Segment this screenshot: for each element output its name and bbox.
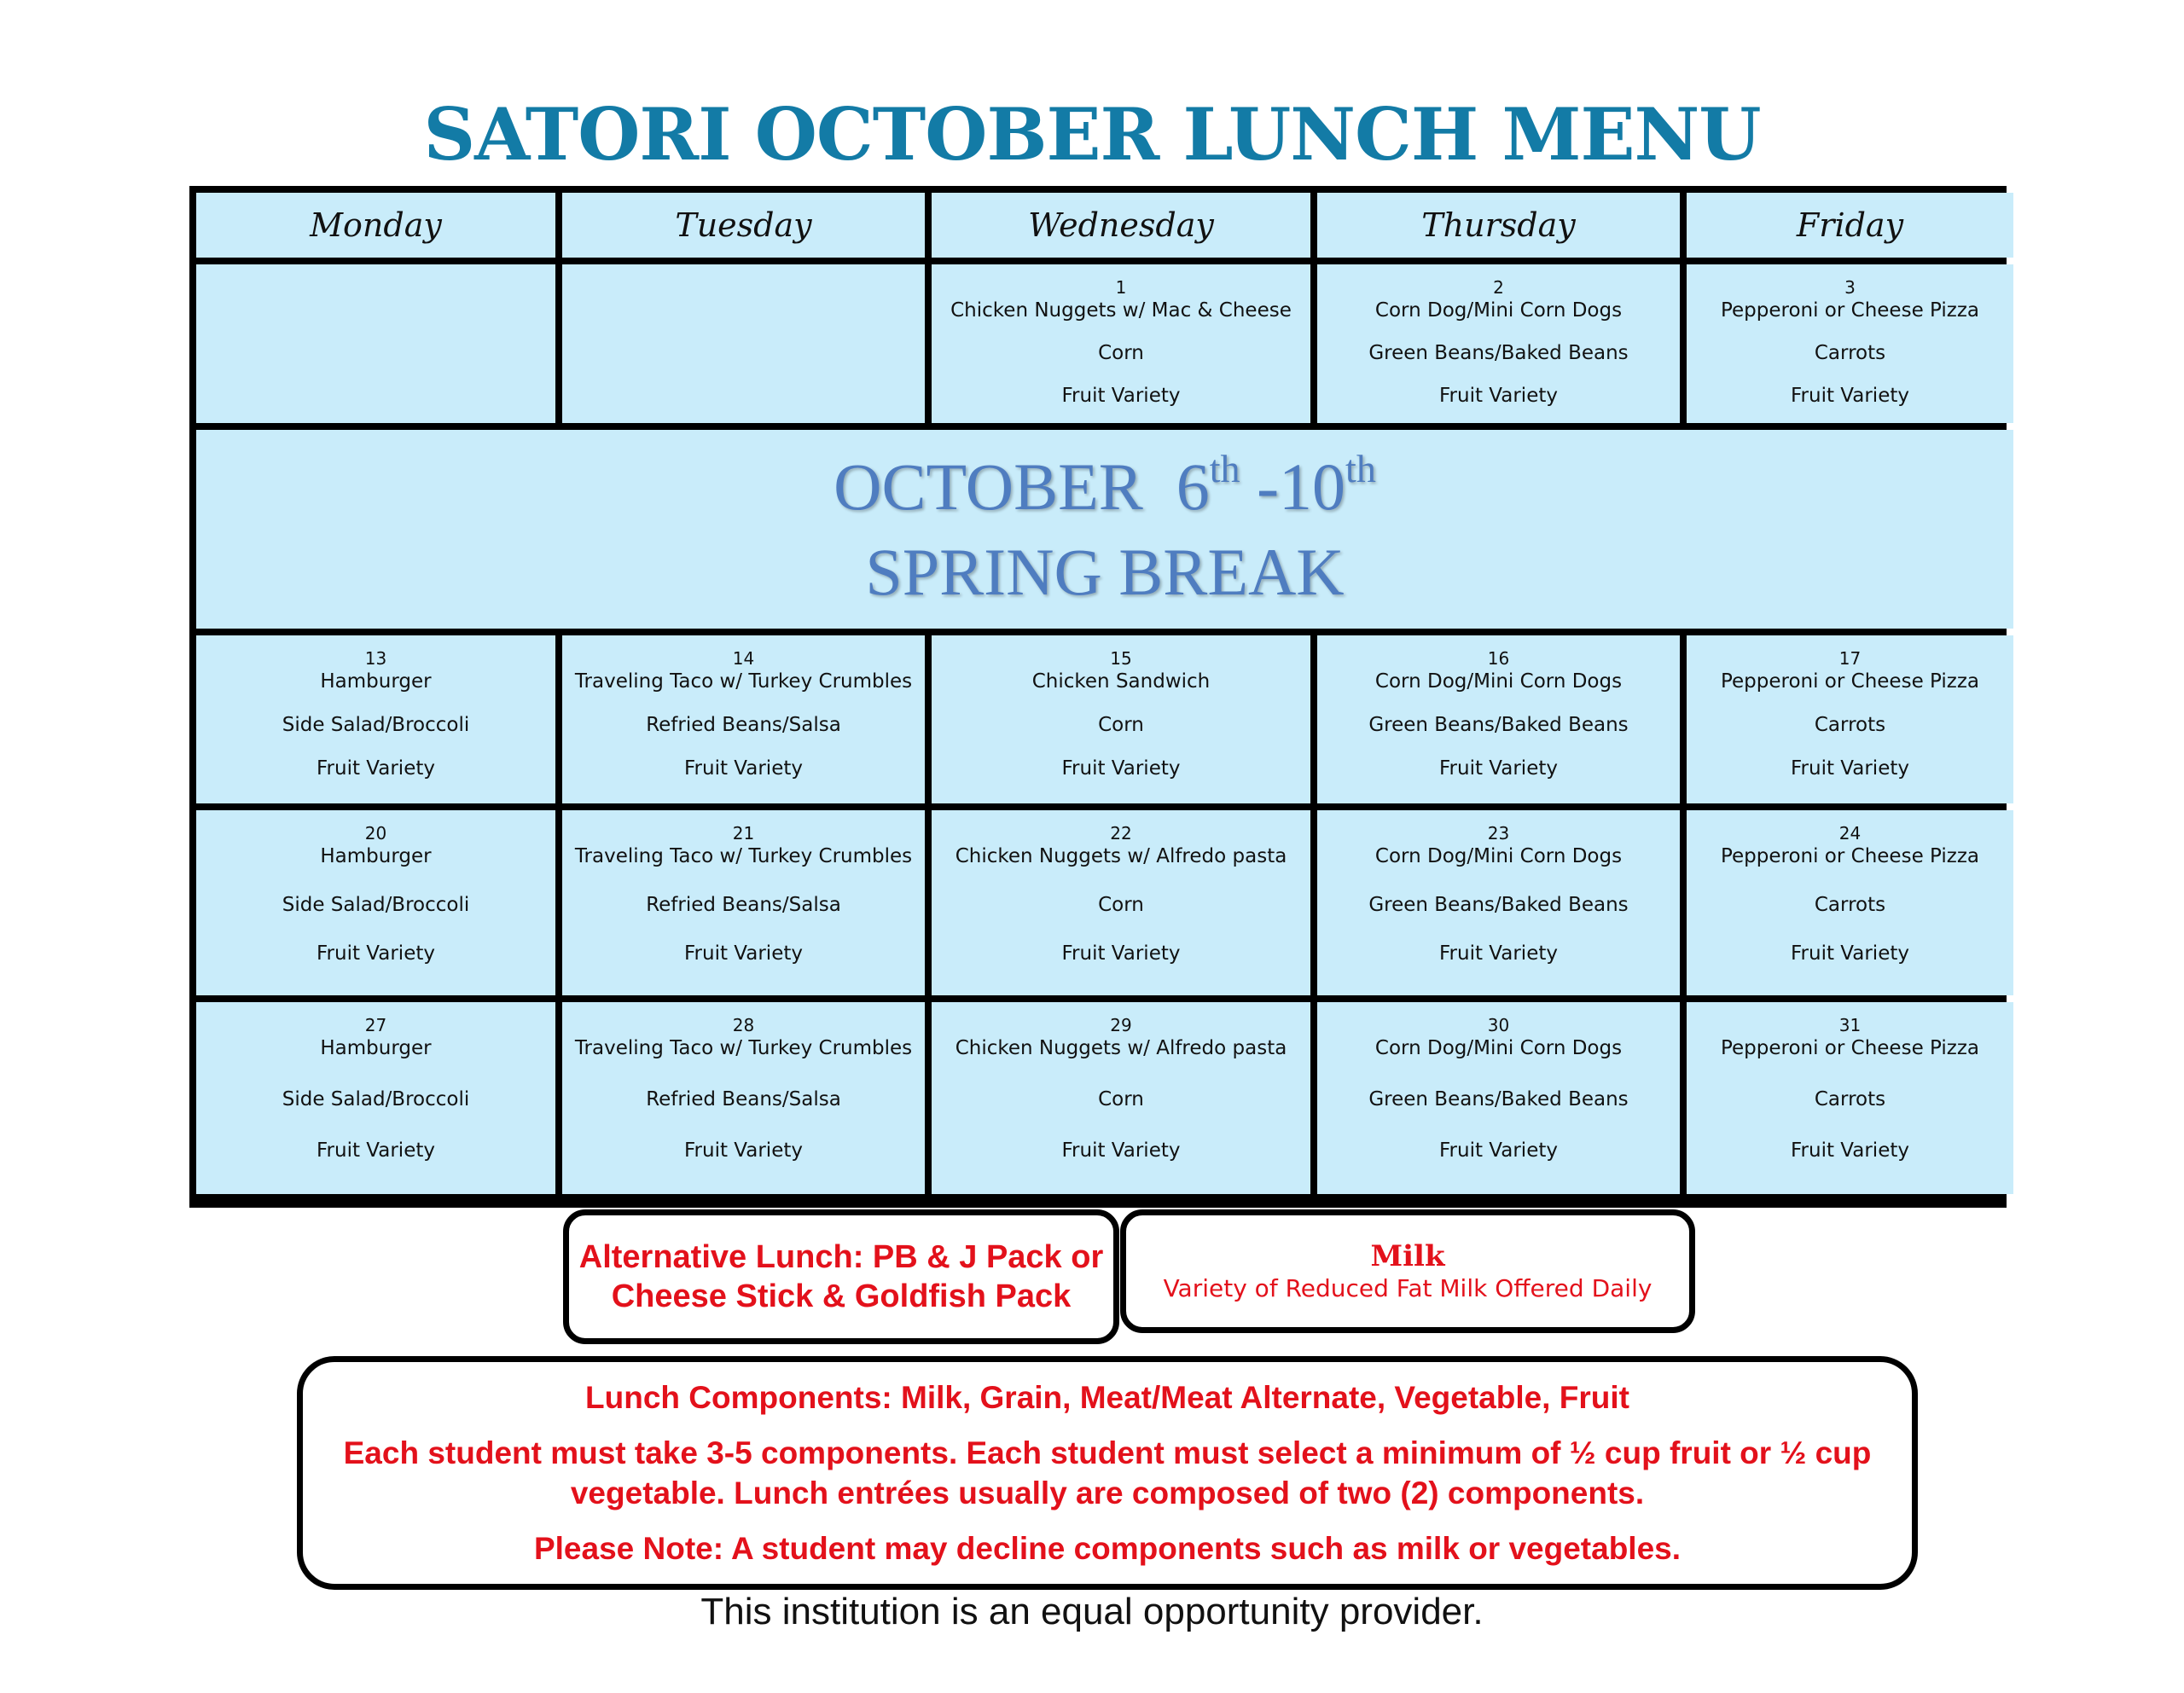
- side: Carrots: [1814, 342, 1886, 364]
- side: Green Beans/Baked Beans: [1368, 1088, 1629, 1110]
- milk-title: Milk: [1370, 1238, 1445, 1273]
- fruit: Fruit Variety: [1439, 1139, 1558, 1162]
- day-number: 24: [1838, 823, 1862, 844]
- day-cell: [196, 810, 555, 995]
- day-cell: [1317, 264, 1680, 423]
- entree: Pepperoni or Cheese Pizza: [1720, 1037, 1980, 1059]
- day-number: 28: [732, 1015, 755, 1035]
- side: Corn: [1098, 342, 1144, 364]
- entree: Pepperoni or Cheese Pizza: [1720, 299, 1980, 322]
- day-header-wednesday: Wednesday: [932, 193, 1310, 258]
- components-note: Please Note: A student may decline components such as milk or vegetables.: [533, 1531, 1682, 1566]
- day-number: 22: [1110, 823, 1132, 844]
- fruit: Fruit Variety: [684, 1139, 803, 1162]
- fruit: Fruit Variety: [1439, 757, 1558, 780]
- day-cell: [1687, 635, 2013, 803]
- day-header-friday: Friday: [1687, 193, 2013, 258]
- entree: Traveling Taco w/ Turkey Crumbles: [574, 845, 913, 867]
- milk-box: [1120, 1209, 1695, 1333]
- side: Carrots: [1814, 714, 1886, 736]
- side: Green Beans/Baked Beans: [1368, 714, 1629, 736]
- day-cell: [932, 1002, 1310, 1194]
- entree: Corn Dog/Mini Corn Dogs: [1374, 1037, 1623, 1059]
- lunch-components-box: [297, 1356, 1918, 1590]
- side: Refried Beans/Salsa: [646, 894, 841, 916]
- day-header-tuesday: Tuesday: [562, 193, 925, 258]
- day-cell: [1317, 635, 1680, 803]
- entree: Hamburger: [320, 670, 432, 693]
- day-cell: [196, 635, 555, 803]
- day-number: 14: [732, 648, 755, 669]
- equal-opportunity-statement: This institution is an equal opportunity provider.: [700, 1591, 1484, 1632]
- milk-description: Variety of Reduced Fat Milk Offered Daily: [1163, 1273, 1653, 1302]
- day-number: 31: [1838, 1015, 1862, 1035]
- break-label: SPRING BREAK: [865, 534, 1345, 609]
- day-cell: [562, 635, 925, 803]
- day-cell: [1317, 810, 1680, 995]
- entree: Hamburger: [320, 845, 432, 867]
- day-cell: [196, 1002, 555, 1194]
- day-cell: [1687, 1002, 2013, 1194]
- fruit: Fruit Variety: [1791, 385, 1909, 407]
- break-dates: OCTOBER 6th -10th: [834, 446, 1376, 524]
- fruit: Fruit Variety: [684, 942, 803, 965]
- side: Green Beans/Baked Beans: [1368, 342, 1629, 364]
- entree: Corn Dog/Mini Corn Dogs: [1374, 845, 1623, 867]
- day-cell: [1687, 810, 2013, 995]
- entree: Pepperoni or Cheese Pizza: [1720, 670, 1980, 693]
- fruit: Fruit Variety: [1791, 1139, 1909, 1162]
- spring-break-banner: [196, 430, 2013, 629]
- fruit: Fruit Variety: [1439, 385, 1558, 407]
- fruit: Fruit Variety: [1061, 1139, 1181, 1162]
- day-number: 1: [1115, 277, 1127, 298]
- day-number: 17: [1838, 648, 1862, 669]
- day-cell: [932, 810, 1310, 995]
- empty-day-cell: [562, 264, 925, 423]
- entree: Chicken Nuggets w/ Alfredo pasta: [955, 845, 1287, 867]
- side: Carrots: [1814, 894, 1886, 916]
- day-header-thursday: Thursday: [1317, 193, 1680, 258]
- entree: Hamburger: [320, 1037, 432, 1059]
- fruit: Fruit Variety: [684, 757, 803, 780]
- fruit: Fruit Variety: [317, 1139, 435, 1162]
- components-list: Lunch Components: Milk, Grain, Meat/Meat Alternate, Vegetable, Fruit: [585, 1380, 1629, 1415]
- day-number: 16: [1487, 648, 1510, 669]
- day-cell: [562, 810, 925, 995]
- day-number: 30: [1487, 1015, 1510, 1035]
- day-cell: [932, 264, 1310, 423]
- day-cell: [932, 635, 1310, 803]
- components-rule: Each student must take 3-5 components. Each student must select a minimum of ½ cup fruit or ½ cup vegetable. Lunch entrées usually are composed of two (2) components.: [343, 1435, 1872, 1510]
- day-header-monday: Monday: [196, 193, 555, 258]
- menu-calendar: [189, 186, 2007, 1208]
- fruit: Fruit Variety: [1061, 385, 1181, 407]
- day-number: 23: [1487, 823, 1510, 844]
- entree: Chicken Sandwich: [1031, 670, 1211, 693]
- fruit: Fruit Variety: [1061, 757, 1181, 780]
- day-number: 27: [364, 1015, 387, 1035]
- fruit: Fruit Variety: [317, 757, 435, 780]
- alternative-lunch-box: [563, 1209, 1119, 1344]
- side: Refried Beans/Salsa: [646, 1088, 841, 1110]
- day-number: 13: [364, 648, 387, 669]
- entree: Corn Dog/Mini Corn Dogs: [1374, 299, 1623, 322]
- day-number: 29: [1110, 1015, 1132, 1035]
- day-number: 2: [1493, 277, 1504, 298]
- day-number: 20: [364, 823, 387, 844]
- side: Carrots: [1814, 1088, 1886, 1110]
- side: Corn: [1098, 894, 1144, 916]
- side: Refried Beans/Salsa: [646, 714, 841, 736]
- fruit: Fruit Variety: [1061, 942, 1181, 965]
- side: Corn: [1098, 714, 1144, 736]
- side: Green Beans/Baked Beans: [1368, 894, 1629, 916]
- day-number: 3: [1844, 277, 1856, 298]
- entree: Corn Dog/Mini Corn Dogs: [1374, 670, 1623, 693]
- fruit: Fruit Variety: [317, 942, 435, 965]
- alternative-lunch-line: Cheese Stick & Goldfish Pack: [611, 1278, 1072, 1314]
- fruit: Fruit Variety: [1791, 757, 1909, 780]
- page-title: SATORI OCTOBER LUNCH MENU: [423, 92, 1761, 177]
- day-number: 15: [1110, 648, 1132, 669]
- entree: Chicken Nuggets w/ Mac & Cheese: [950, 299, 1292, 322]
- side: Side Salad/Broccoli: [282, 714, 470, 736]
- fruit: Fruit Variety: [1791, 942, 1909, 965]
- entree: Traveling Taco w/ Turkey Crumbles: [574, 670, 913, 693]
- entree: Traveling Taco w/ Turkey Crumbles: [574, 1037, 913, 1059]
- side: Corn: [1098, 1088, 1144, 1110]
- alternative-lunch-line: Alternative Lunch: PB & J Pack or: [578, 1239, 1104, 1275]
- day-cell: [1687, 264, 2013, 423]
- entree: Pepperoni or Cheese Pizza: [1720, 845, 1980, 867]
- entree: Chicken Nuggets w/ Alfredo pasta: [955, 1037, 1287, 1059]
- side: Side Salad/Broccoli: [282, 1088, 470, 1110]
- day-cell: [1317, 1002, 1680, 1194]
- day-cell: [562, 1002, 925, 1194]
- fruit: Fruit Variety: [1439, 942, 1558, 965]
- day-number: 21: [732, 823, 755, 844]
- side: Side Salad/Broccoli: [282, 894, 470, 916]
- empty-day-cell: [196, 264, 555, 423]
